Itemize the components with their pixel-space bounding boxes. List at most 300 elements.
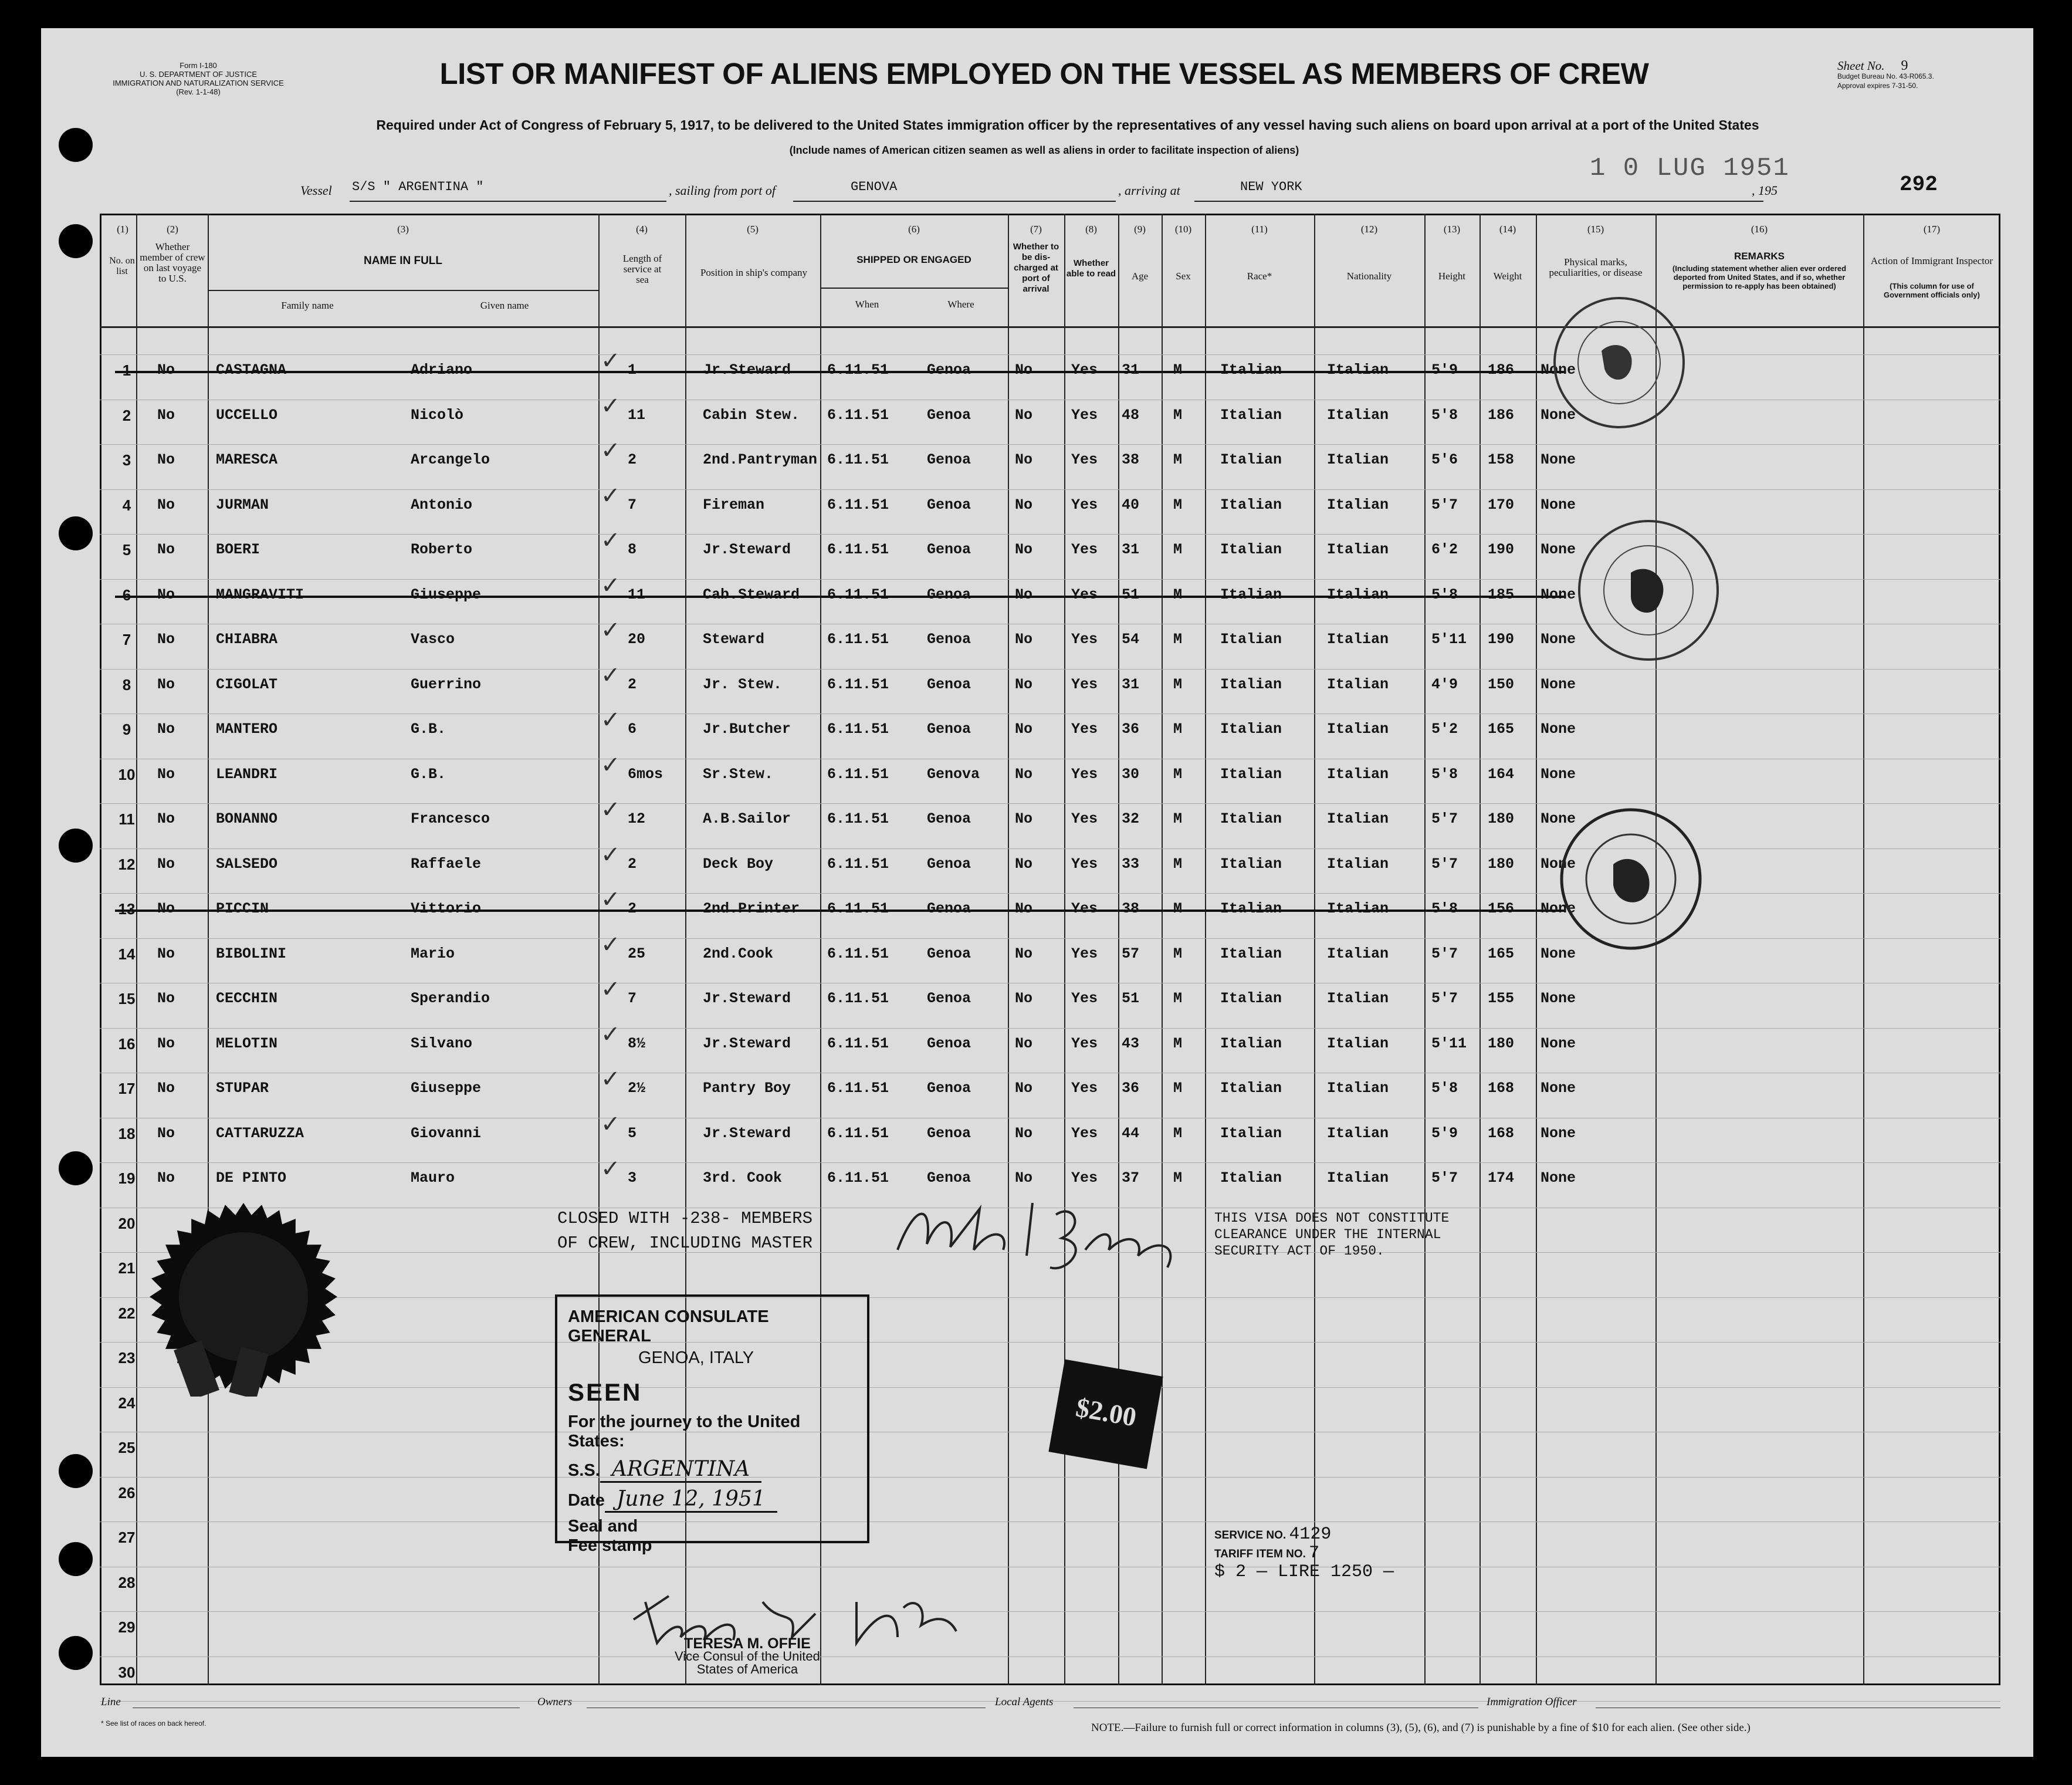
row-number: 6 (122, 586, 131, 604)
row-number: 19 (118, 1169, 136, 1187)
cell-nat: Italian (1327, 406, 1389, 424)
row-rule (100, 354, 2000, 355)
cell-read: Yes (1071, 810, 1098, 827)
cell-weight: 155 (1488, 990, 1515, 1007)
cell-given: Francesco (411, 810, 490, 827)
cell-member: No (157, 361, 175, 378)
check-mark-icon: ✓ (601, 392, 621, 420)
cell-member: No (157, 675, 175, 693)
cell-nat: Italian (1327, 631, 1389, 648)
cell-sex: M (1173, 541, 1183, 558)
col-num-16: (16) (1751, 224, 1768, 235)
cell-given: Giuseppe (411, 586, 482, 603)
check-mark-icon: ✓ (601, 796, 621, 823)
cell-position: A.B.Sailor (703, 810, 791, 827)
cell-where: Genova (927, 765, 980, 783)
row-number: 1 (122, 361, 131, 379)
cell-race: Italian (1220, 721, 1282, 738)
cell-length: 2½ (628, 1080, 646, 1097)
cell-height: 5'9 (1431, 361, 1458, 378)
cell-family: BONANNO (216, 810, 278, 827)
cell-position: Steward (703, 631, 765, 648)
strike-through-line (115, 910, 1564, 912)
cell-read: Yes (1071, 765, 1098, 783)
tariff-label: TARIFF ITEM NO. (1214, 1548, 1306, 1560)
col-read: Whether able to read (1066, 258, 1116, 279)
punch-hole (59, 829, 93, 863)
cell-when: 6.11.51 (827, 945, 889, 962)
cell-given: Raffaele (411, 855, 482, 873)
check-mark-icon: ✓ (601, 482, 621, 509)
row-number: 7 (122, 631, 131, 648)
cell-age: 38 (1122, 451, 1140, 468)
cell-age: 36 (1122, 721, 1140, 738)
cell-where: Genoa (927, 1124, 971, 1142)
cell-weight: 150 (1488, 675, 1515, 693)
cell-read: Yes (1071, 1169, 1098, 1186)
cell-phys: None (1541, 1169, 1576, 1186)
cell-given: G.B. (411, 721, 446, 738)
cell-race: Italian (1220, 765, 1282, 783)
cell-nat: Italian (1327, 361, 1389, 378)
row-number: 11 (119, 810, 135, 828)
form-service: IMMIGRATION AND NATURALIZATION SERVICE (113, 79, 284, 87)
cell-height: 5'2 (1431, 721, 1458, 738)
cell-family: MANGRAVITI (216, 586, 304, 603)
col-num-14: (14) (1499, 224, 1516, 235)
cell-weight: 165 (1488, 721, 1515, 738)
cell-sex: M (1173, 900, 1183, 917)
row-rule (100, 1342, 2000, 1343)
punch-hole (59, 516, 93, 550)
cell-family: BOERI (216, 541, 260, 558)
cell-member: No (157, 990, 175, 1007)
cell-member: No (157, 406, 175, 424)
cell-phys: None (1541, 406, 1576, 424)
sailing-port: GENOVA (851, 180, 898, 194)
cell-phys: None (1541, 1080, 1576, 1097)
col-member: Whether member of crew on last voyage to U.S. (140, 241, 205, 284)
cell-weight: 190 (1488, 631, 1515, 648)
cell-height: 5'7 (1431, 945, 1458, 962)
cell-read: Yes (1071, 721, 1098, 738)
cell-when: 6.11.51 (827, 855, 889, 873)
cell-weight: 168 (1488, 1080, 1515, 1097)
cell-race: Italian (1220, 541, 1282, 558)
date-value: June 12, 1951 (605, 1487, 777, 1513)
row-number: 4 (122, 496, 131, 514)
cell-sex: M (1173, 451, 1183, 468)
cell-length: 12 (628, 810, 646, 827)
cell-position: Jr.Steward (703, 990, 791, 1007)
cell-read: Yes (1071, 675, 1098, 693)
master-signature (892, 1191, 1208, 1279)
cell-when: 6.11.51 (827, 586, 889, 603)
cell-family: BIBOLINI (216, 945, 287, 962)
cell-phys: None (1541, 586, 1576, 603)
cell-height: 5'9 (1431, 1124, 1458, 1142)
col-where: Where (947, 299, 974, 310)
cell-given: Nicolò (411, 406, 464, 424)
check-mark-icon: ✓ (601, 1110, 621, 1138)
cell-sex: M (1173, 810, 1183, 827)
col-nationality: Nationality (1346, 271, 1392, 282)
cell-where: Genoa (927, 900, 971, 917)
col-age: Age (1131, 271, 1149, 282)
vice-consul-title-1: Vice Consul of the United (675, 1649, 820, 1664)
check-mark-icon: ✓ (601, 1155, 621, 1182)
cell-phys: None (1541, 765, 1576, 783)
cell-family: CHIABRA (216, 631, 278, 648)
cell-position: Jr.Steward (703, 361, 791, 378)
page-number: 292 (1900, 173, 1938, 197)
cell-age: 33 (1122, 855, 1140, 873)
cell-given: Roberto (411, 541, 473, 558)
consulate-line-2: GENOA, ITALY (638, 1348, 754, 1367)
consular-stamp-icon (1572, 514, 1725, 667)
cell-read: Yes (1071, 496, 1098, 513)
port-label: , sailing from port of (669, 183, 776, 198)
cell-where: Genoa (927, 810, 971, 827)
punch-hole (59, 1636, 93, 1670)
cell-age: 38 (1122, 900, 1140, 917)
cell-nat: Italian (1327, 586, 1389, 603)
cell-disch: No (1015, 541, 1033, 558)
cell-nat: Italian (1327, 1035, 1389, 1052)
col-num-13: (13) (1443, 224, 1461, 235)
cell-length: 5 (628, 1124, 637, 1142)
crew-table (100, 214, 2000, 1685)
cell-position: Sr.Stew. (703, 765, 774, 783)
cell-race: Italian (1220, 1169, 1282, 1186)
cell-race: Italian (1220, 675, 1282, 693)
col-shipped: SHIPPED OR ENGAGED (856, 254, 971, 265)
row-number: 27 (118, 1529, 136, 1546)
cell-member: No (157, 765, 175, 783)
cell-when: 6.11.51 (827, 1035, 889, 1052)
cell-position: Jr.Steward (703, 541, 791, 558)
row-rule (100, 444, 2000, 445)
cell-race: Italian (1220, 631, 1282, 648)
closed-with-note (557, 1206, 812, 1256)
cell-position: Deck Boy (703, 855, 774, 873)
cell-phys: None (1541, 1124, 1576, 1142)
cell-position: Jr.Steward (703, 1124, 791, 1142)
row-number: 26 (118, 1483, 136, 1502)
cell-nat: Italian (1327, 675, 1389, 693)
col-sex: Sex (1176, 271, 1191, 282)
check-mark-icon: ✓ (601, 347, 621, 374)
form-number: Form I-180 (180, 61, 217, 70)
sheet-number: 9 (1901, 58, 1908, 73)
cell-position: 2nd.Cook (703, 945, 774, 962)
cell-disch: No (1015, 855, 1033, 873)
cell-nat: Italian (1327, 765, 1389, 783)
cell-member: No (157, 855, 175, 873)
cell-when: 6.11.51 (827, 675, 889, 693)
cell-member: No (157, 1035, 175, 1052)
ss-label: S.S. (568, 1461, 600, 1480)
cell-phys: None (1541, 451, 1576, 468)
cell-weight: 158 (1488, 451, 1515, 468)
row-number: 17 (118, 1080, 136, 1097)
col-num-12: (12) (1360, 224, 1378, 235)
cell-height: 5'11 (1431, 631, 1467, 648)
cell-given: Silvano (411, 1035, 473, 1052)
cell-position: Jr.Butcher (703, 721, 791, 738)
cell-where: Genoa (927, 586, 971, 603)
cell-weight: 180 (1488, 855, 1515, 873)
check-mark-icon: ✓ (601, 1020, 621, 1048)
cell-phys: None (1541, 361, 1576, 378)
cell-phys: None (1541, 1035, 1576, 1052)
cell-read: Yes (1071, 1035, 1098, 1052)
cell-length: 8½ (628, 1035, 646, 1052)
cell-weight: 156 (1488, 900, 1515, 917)
row-number: 22 (118, 1304, 136, 1322)
cell-read: Yes (1071, 990, 1098, 1007)
cell-phys: None (1541, 990, 1576, 1007)
consular-stamp-icon (1549, 286, 1690, 439)
cell-length: 7 (628, 496, 637, 513)
cell-family: UCCELLO (216, 406, 278, 424)
cell-when: 6.11.51 (827, 1080, 889, 1097)
cell-family: DE PINTO (216, 1169, 287, 1186)
cell-family: LEANDRI (216, 765, 278, 783)
row-rule (100, 848, 2000, 849)
cell-race: Italian (1220, 451, 1282, 468)
cell-disch: No (1015, 675, 1033, 693)
cell-given: Vittorio (411, 900, 482, 917)
cell-disch: No (1015, 631, 1033, 648)
cell-when: 6.11.51 (827, 631, 889, 648)
vessel-label: Vessel (300, 183, 332, 198)
check-mark-icon: ✓ (601, 841, 621, 868)
cell-disch: No (1015, 406, 1033, 424)
cell-disch: No (1015, 765, 1033, 783)
col-action-note: (This column for use of Government officials only) (1884, 282, 1980, 299)
cell-where: Genoa (927, 1035, 971, 1052)
cell-disch: No (1015, 945, 1033, 962)
cell-weight: 180 (1488, 810, 1515, 827)
row-rule (100, 1611, 2000, 1612)
check-mark-icon: ✓ (601, 886, 621, 913)
punch-hole (59, 224, 93, 258)
cell-weight: 186 (1488, 361, 1515, 378)
col-physical: Physical marks, peculiarities, or disease (1549, 256, 1643, 278)
punch-hole (59, 1454, 93, 1488)
cell-disch: No (1015, 1169, 1033, 1186)
cell-age: 51 (1122, 586, 1140, 603)
cell-length: 6mos (628, 765, 663, 783)
cell-age: 37 (1122, 1169, 1140, 1186)
cell-weight: 164 (1488, 765, 1515, 783)
cell-given: Sperandio (411, 990, 490, 1007)
cell-height: 5'8 (1431, 406, 1458, 424)
cell-height: 5'8 (1431, 586, 1458, 603)
cell-sex: M (1173, 1080, 1183, 1097)
row-rule (100, 489, 2000, 490)
cell-when: 6.11.51 (827, 1169, 889, 1186)
col-num-15: (15) (1587, 224, 1604, 235)
cell-read: Yes (1071, 1080, 1098, 1097)
cell-when: 6.11.51 (827, 900, 889, 917)
row-number: 15 (118, 990, 136, 1008)
col-height: Height (1438, 271, 1466, 282)
col-num-6: (6) (908, 224, 920, 235)
cell-family: MELOTIN (216, 1035, 278, 1052)
tariff-number: 7 (1309, 1543, 1320, 1563)
cell-where: Genoa (927, 945, 971, 962)
cell-height: 5'7 (1431, 1169, 1458, 1186)
col-num-3: (3) (397, 224, 409, 235)
cell-family: CECCHIN (216, 990, 278, 1007)
form-department: U. S. DEPARTMENT OF JUSTICE (139, 70, 258, 79)
row-rule (100, 1162, 2000, 1163)
cell-when: 6.11.51 (827, 496, 889, 513)
cell-length: 25 (628, 945, 646, 962)
cell-nat: Italian (1327, 990, 1389, 1007)
col-discharged: Whether to be dis-charged at port of arrival (1013, 242, 1059, 294)
year-label: , 195 (1752, 183, 1778, 198)
cell-family: MANTERO (216, 721, 278, 738)
cell-given: Guerrino (411, 675, 482, 693)
cell-weight: 174 (1488, 1169, 1515, 1186)
sheet-block (1837, 58, 2025, 90)
cell-length: 3 (628, 1169, 637, 1186)
cell-given: G.B. (411, 765, 446, 783)
notarial-seal-icon (147, 1197, 340, 1397)
cell-disch: No (1015, 496, 1033, 513)
row-rule (100, 938, 2000, 939)
vice-consul-block (675, 1637, 820, 1676)
check-mark-icon: ✓ (601, 527, 621, 554)
sheet-label: Sheet No. (1837, 59, 1885, 73)
cell-sex: M (1173, 721, 1183, 738)
col-name-full: NAME IN FULL (363, 255, 443, 267)
cell-where: Genoa (927, 406, 971, 424)
cell-phys: None (1541, 721, 1576, 738)
cell-nat: Italian (1327, 1169, 1389, 1186)
closed-line-1: CLOSED WITH -238- MEMBERS (557, 1209, 813, 1228)
cell-given: Antonio (411, 496, 473, 513)
cell-height: 4'9 (1431, 675, 1458, 693)
cell-position: Pantry Boy (703, 1080, 791, 1097)
cell-length: 2 (628, 855, 637, 873)
row-number: 23 (118, 1349, 136, 1367)
cell-length: 11 (628, 586, 646, 603)
cell-weight: 190 (1488, 541, 1515, 558)
check-mark-icon: ✓ (601, 1066, 621, 1093)
col-no-on-list: No. on list (109, 256, 135, 276)
col-num-7: (7) (1030, 224, 1042, 235)
check-mark-icon: ✓ (601, 572, 621, 599)
cell-given: Mario (411, 945, 455, 962)
cell-phys: None (1541, 496, 1576, 513)
check-mark-icon: ✓ (601, 437, 621, 464)
fee-stamp-label: Fee stamp (568, 1536, 652, 1555)
cell-length: 2 (628, 900, 637, 917)
cell-age: 36 (1122, 1080, 1140, 1097)
cell-member: No (157, 586, 175, 603)
cell-where: Genoa (927, 855, 971, 873)
cell-when: 6.11.51 (827, 1124, 889, 1142)
cell-nat: Italian (1327, 900, 1389, 917)
strike-through-line (115, 371, 1564, 373)
cell-height: 5'7 (1431, 990, 1458, 1007)
cell-sex: M (1173, 496, 1183, 513)
check-mark-icon: ✓ (601, 661, 621, 689)
punch-hole (59, 128, 93, 162)
cell-disch: No (1015, 900, 1033, 917)
cell-family: CASTAGNA (216, 361, 287, 378)
col-num-5: (5) (747, 224, 759, 235)
row-number: 9 (122, 721, 131, 738)
cell-position: Fireman (703, 496, 765, 513)
cell-race: Italian (1220, 900, 1282, 917)
cell-when: 6.11.51 (827, 541, 889, 558)
cell-age: 32 (1122, 810, 1140, 827)
cell-position: Cabin Stew. (703, 406, 800, 424)
row-number: 20 (118, 1214, 136, 1232)
cell-sex: M (1173, 631, 1183, 648)
cell-disch: No (1015, 586, 1033, 603)
cell-where: Genoa (927, 496, 971, 513)
cell-sex: M (1173, 1035, 1183, 1052)
cell-weight: 185 (1488, 586, 1515, 603)
cell-when: 6.11.51 (827, 406, 889, 424)
ss-value: ARGENTINA (600, 1457, 761, 1483)
cell-where: Genoa (927, 990, 971, 1007)
row-number: 25 (118, 1439, 136, 1456)
cell-age: 40 (1122, 496, 1140, 513)
cell-race: Italian (1220, 855, 1282, 873)
cell-read: Yes (1071, 361, 1098, 378)
cell-given: Adriano (411, 361, 473, 378)
row-number: 10 (118, 765, 136, 783)
form-identifier (75, 61, 321, 96)
footer-officer-label: Immigration Officer (1487, 1696, 1577, 1708)
cell-member: No (157, 810, 175, 827)
cell-family: SALSEDO (216, 855, 278, 873)
cell-read: Yes (1071, 855, 1098, 873)
row-number: 30 (118, 1663, 136, 1681)
cell-race: Italian (1220, 810, 1282, 827)
footer-agents-label: Local Agents (995, 1696, 1054, 1708)
page-subnote: (Include names of American citizen seamen as well as aliens in order to facilitate inspection of aliens) (789, 144, 1299, 156)
cell-height: 5'8 (1431, 765, 1458, 783)
row-number: 13 (118, 900, 136, 918)
cell-height: 5'7 (1431, 496, 1458, 513)
cell-read: Yes (1071, 1124, 1098, 1142)
row-number: 12 (118, 855, 136, 873)
row-rule (100, 1028, 2000, 1029)
cell-length: 6 (628, 721, 637, 738)
cell-height: 5'7 (1431, 810, 1458, 827)
cell-member: No (157, 1080, 175, 1097)
cell-age: 43 (1122, 1035, 1140, 1052)
service-number: 4129 (1289, 1524, 1332, 1544)
cell-member: No (157, 1124, 175, 1142)
visa-note: THIS VISA DOES NOT CONSTITUTE CLEARANCE UNDER THE INTERNAL SECURITY ACT OF 1950. (1214, 1211, 1450, 1259)
cell-nat: Italian (1327, 541, 1389, 558)
cell-length: 1 (628, 361, 637, 378)
col-remarks: REMARKS (1734, 251, 1785, 262)
fee-amount: $ 2 — LIRE 1250 — (1214, 1562, 1394, 1582)
strike-through-line (115, 596, 1564, 598)
cell-sex: M (1173, 361, 1183, 378)
cell-length: 7 (628, 990, 637, 1007)
